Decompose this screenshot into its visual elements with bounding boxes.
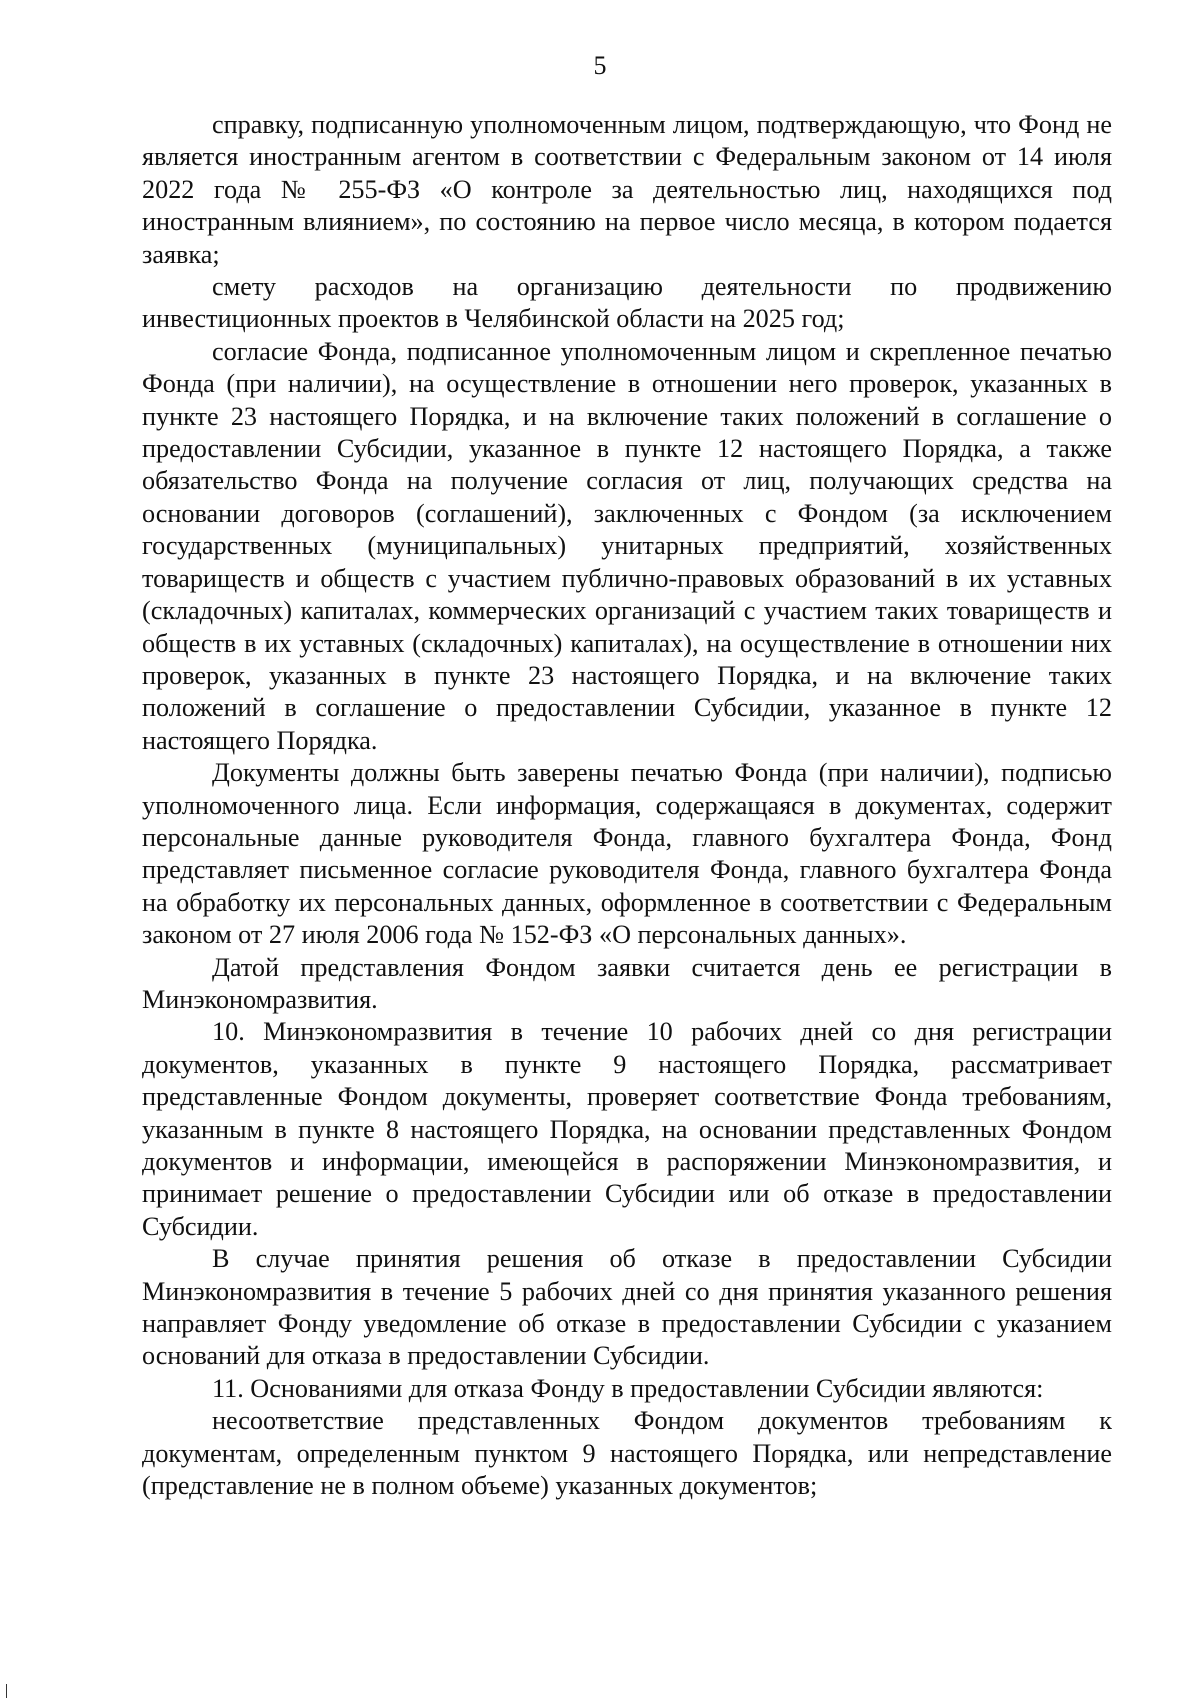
scan-edge-mark [6, 1684, 7, 1698]
paragraph-certificate-foreign-agent: справку, подписанную уполномоченным лицом, подтверждающую, что Фонд не является иностранным агентом в соответствии с Федеральным законом от 14 июля 2022 года № 255-ФЗ «О контроле за деятельностью лиц, находящихся под иностранным влиянием», по состоянию на первое число месяца, в котором подается заявка; [142, 110, 1112, 269]
page-number: 5 [593, 51, 607, 80]
paragraph-refusal-ground-1: несоответствие представленных Фондом документов требованиям к документам, определенным пунктом 9 настоящего Порядка, или непредставление (представление не в полном объеме) указанных документов; [142, 1406, 1112, 1501]
paragraph-clause-11: 11. Основаниями для отказа Фонду в предоставлении Субсидии являются: [212, 1373, 1044, 1403]
document-body [142, 109, 1112, 1502]
paragraph-documents-certification: Документы должны быть заверены печатью Фонда (при наличии), подписью уполномоченного лица. Если информация, содержащаяся в документах, содержит персональные данные руководителя Фонда, главного бухгалтера Фонда, Фонд представляет письменное согласие руководителя Фонда, главного бухгалтера Фонда на обработку их персональных данных, оформленное в соответствии с Федеральным законом от 27 июля 2006 года № 152-ФЗ «О персональных данных». [142, 758, 1112, 950]
paragraph-expense-estimate: смету расходов на организацию деятельности по продвижению инвестиционных проектов в Челябинской области на 2025 год; [142, 272, 1112, 334]
paragraph-clause-10: 10. Минэкономразвития в течение 10 рабочих дней со дня регистрации документов, указанных в пункте 9 настоящего Порядка, рассматривает представленные Фондом документы, проверяет соответствие Фонда требованиям, указанным в пункте 8 настоящего Порядка, на основании представленных Фондом документов и информации, имеющейся в распоряжении Минэкономразвития, и принимает решение о предоставлении Субсидии или об отказе в предоставлении Субсидии. [142, 1017, 1112, 1241]
paragraph-consent-inspections: согласие Фонда, подписанное уполномоченным лицом и скрепленное печатью Фонда (при наличии), на осуществление в отношении него проверок, указанных в пункте 23 настоящего Порядка, и на включение таких положений в соглашение о предоставлении Субсидии, указанное в пункте 12 настоящего Порядка, а также обязательство Фонда на получение согласия от лиц, получающих средства на основании договоров (соглашений), заключенных с Фондом (за исключением государственных (муниципальных) унитарных предприятий, хозяйственных товариществ и обществ с участием публично-правовых образований в их уставных (складочных) капиталах, коммерческих организаций с участием таких товариществ и обществ в их уставных (складочных) капиталах), на осуществление в отношении них проверок, указанных в пункте 23 настоящего Порядка, и на включение таких положений в соглашение о предоставлении Субсидии, указанное в пункте 12 настоящего Порядка. [142, 336, 1112, 755]
paragraph-application-date: Датой представления Фондом заявки считается день ее регистрации в Минэкономразвития. [142, 952, 1112, 1014]
paragraph-refusal-notice: В случае принятия решения об отказе в предоставлении Субсидии Минэкономразвития в течение 5 рабочих дней со дня принятия указанного решения направляет Фонду уведомление об отказе в предоставлении Субсидии с указанием оснований для отказа в предоставлении Субсидии. [142, 1244, 1112, 1371]
